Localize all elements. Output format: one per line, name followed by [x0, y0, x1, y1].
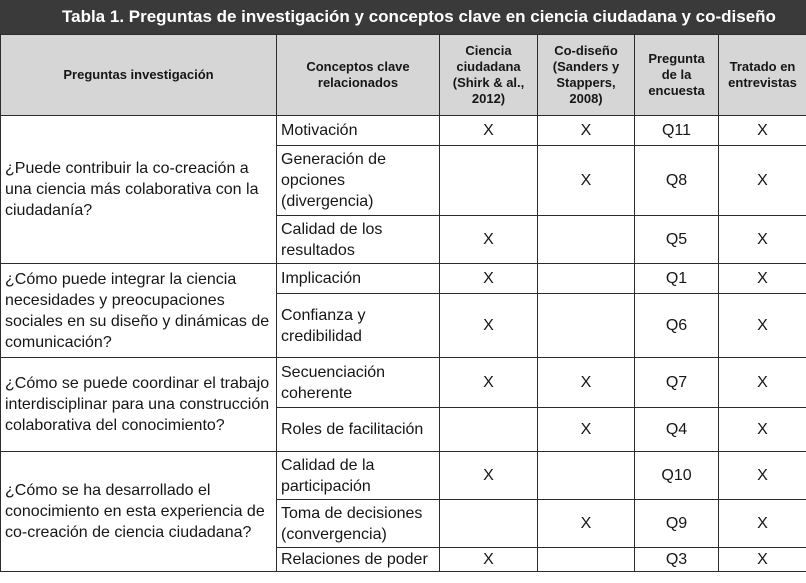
codesign-mark: X: [538, 358, 635, 408]
codesign-mark: [538, 548, 635, 572]
interviews-mark: X: [719, 294, 806, 358]
table-row: [1, 264, 806, 294]
interviews-mark: X: [719, 358, 806, 408]
citizen-science-mark: [440, 408, 538, 452]
concept-cell: Calidad de los resultados: [277, 216, 440, 264]
codesign-mark: X: [538, 408, 635, 452]
concept-cell: Relaciones de poder: [277, 548, 440, 572]
interviews-mark: X: [719, 116, 806, 146]
concept-cell: Toma de decisiones (convergencia): [277, 500, 440, 548]
citizen-science-mark: X: [440, 358, 538, 408]
citizen-science-mark: X: [440, 548, 538, 572]
interviews-mark: X: [719, 408, 806, 452]
citizen-science-mark: X: [440, 116, 538, 146]
interviews-mark: X: [719, 216, 806, 264]
citizen-science-mark: X: [440, 452, 538, 500]
codesign-mark: X: [538, 146, 635, 216]
header-citizen-science: Ciencia ciudadana (Shirk & al., 2012): [440, 35, 538, 116]
citizen-science-mark: X: [440, 294, 538, 358]
survey-question-cell: Q4: [635, 408, 719, 452]
codesign-mark: X: [538, 500, 635, 548]
interviews-mark: X: [719, 500, 806, 548]
header-question: Preguntas investigación: [1, 35, 277, 116]
codesign-mark: [538, 294, 635, 358]
concept-cell: Implicación: [277, 264, 440, 294]
citizen-science-mark: [440, 146, 538, 216]
citizen-science-mark: [440, 500, 538, 548]
codesign-mark: [538, 264, 635, 294]
interviews-mark: X: [719, 264, 806, 294]
codesign-mark: [538, 216, 635, 264]
survey-question-cell: Q1: [635, 264, 719, 294]
citizen-science-mark: X: [440, 264, 538, 294]
citizen-science-mark: X: [440, 216, 538, 264]
survey-question-cell: Q10: [635, 452, 719, 500]
survey-question-cell: Q3: [635, 548, 719, 572]
interviews-mark: X: [719, 452, 806, 500]
header-codesign: Co-diseño (Sanders y Stappers, 2008): [538, 35, 635, 116]
table-title: Tabla 1. Preguntas de investigación y conceptos clave en ciencia ciudadana y co-diseño: [0, 0, 806, 34]
survey-question-cell: Q6: [635, 294, 719, 358]
research-question: ¿Cómo se puede coordinar el trabajo interdisciplinar para una construcción colaborativa del conocimiento?: [1, 358, 277, 452]
research-question: ¿Cómo se ha desarrollado el conocimiento en esta experiencia de co-creación de ciencia ciudadana?: [1, 452, 277, 572]
interviews-mark: X: [719, 548, 806, 572]
survey-question-cell: Q9: [635, 500, 719, 548]
survey-question-cell: Q5: [635, 216, 719, 264]
research-question: ¿Cómo puede integrar la ciencia necesidades y preocupaciones sociales en su diseño y dinámicas de comunicación?: [1, 264, 277, 358]
header-row: [1, 35, 806, 116]
table-row: [1, 116, 806, 146]
header-survey-question: Pregunta de la encuesta: [635, 35, 719, 116]
header-interviews: Tratado en entrevistas: [719, 35, 806, 116]
survey-question-cell: Q8: [635, 146, 719, 216]
research-question: ¿Puede contribuir la co-creación a una ciencia más colaborativa con la ciudadanía?: [1, 116, 277, 264]
concept-cell: Calidad de la participación: [277, 452, 440, 500]
survey-question-cell: Q11: [635, 116, 719, 146]
concept-cell: Secuenciación coherente: [277, 358, 440, 408]
codesign-mark: X: [538, 116, 635, 146]
research-questions-table: [0, 34, 806, 572]
concept-cell: Roles de facilitación: [277, 408, 440, 452]
table-row: [1, 452, 806, 500]
concept-cell: Generación de opciones (divergencia): [277, 146, 440, 216]
codesign-mark: [538, 452, 635, 500]
concept-cell: Motivación: [277, 116, 440, 146]
header-concepts: Conceptos clave relacionados: [277, 35, 440, 116]
table-row: [1, 358, 806, 408]
survey-question-cell: Q7: [635, 358, 719, 408]
interviews-mark: X: [719, 146, 806, 216]
concept-cell: Confianza y credibilidad: [277, 294, 440, 358]
